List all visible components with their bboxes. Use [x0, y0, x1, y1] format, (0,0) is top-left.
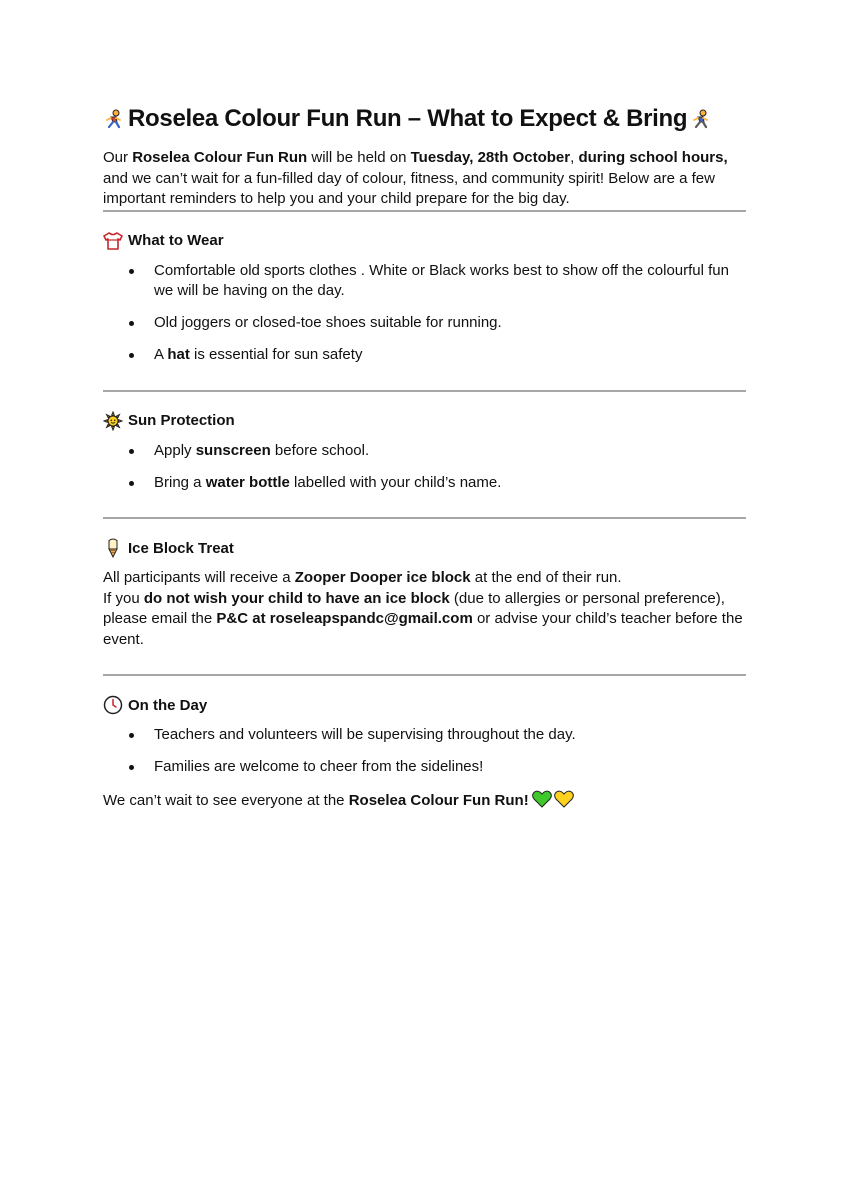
list-item: A hat is essential for sun safety: [103, 345, 746, 366]
intro-paragraph: Our Roselea Colour Fun Run will be held on Tuesday, 28th October, during school hours, and we can’t wait for a fun-filled day of colour, fitness, and community spirit! Below are a few important reminders to help you and your child prepare for the big day.: [103, 149, 728, 207]
sun-icon: [103, 411, 123, 431]
section-heading-what-to-wear: What to Wear: [103, 230, 746, 252]
divider: [103, 674, 746, 676]
page-title: [103, 103, 746, 135]
what-to-wear-list: [103, 261, 746, 366]
yellow-heart-icon: [554, 790, 574, 808]
section-heading-sun-protection: Sun Protection: [103, 410, 746, 432]
divider: [103, 517, 746, 519]
section-heading-ice-block-treat: Ice Block Treat: [103, 537, 746, 559]
section-heading-on-the-day: On the Day: [103, 694, 746, 716]
clock-icon: [103, 695, 123, 715]
on-the-day-list: [103, 725, 746, 778]
sun-protection-list: [103, 441, 746, 494]
ice-block-line-1: All participants will receive a Zooper Dooper ice block at the end of their run.: [103, 569, 622, 586]
ice-cream-icon: [103, 538, 123, 558]
divider: [103, 210, 746, 212]
tshirt-icon: [103, 231, 123, 251]
list-item: Old joggers or closed-toe shoes suitable for running.: [103, 313, 746, 334]
closing-line: We can’t wait to see everyone at the Roselea Colour Fun Run!: [103, 790, 746, 812]
runner-icon: [103, 108, 125, 130]
list-item: Apply sunscreen before school.: [103, 441, 746, 462]
divider: [103, 390, 746, 392]
hearts: [532, 790, 576, 808]
contact-email: P&C at roseleapspandc@gmail.com: [216, 610, 473, 627]
list-item: Comfortable old sports clothes . White or Black works best to show off the colourful fun we will be having on the day.: [103, 261, 746, 302]
document-content: [103, 103, 746, 811]
list-item: Families are welcome to cheer from the sidelines!: [103, 757, 746, 778]
green-heart-icon: [532, 790, 552, 808]
runner-icon: [690, 108, 712, 130]
ice-block-line-2: If you do not wish your child to have an ice block (due to allergies or personal preference), please email the P&C at roseleapspandc@gmail.com or advise your child’s teacher before the event.: [103, 589, 743, 648]
list-item: Teachers and volunteers will be supervising throughout the day.: [103, 725, 746, 746]
list-item: Bring a water bottle labelled with your child’s name.: [103, 473, 746, 494]
title-text: Roselea Colour Fun Run – What to Expect & Bring: [128, 105, 688, 132]
